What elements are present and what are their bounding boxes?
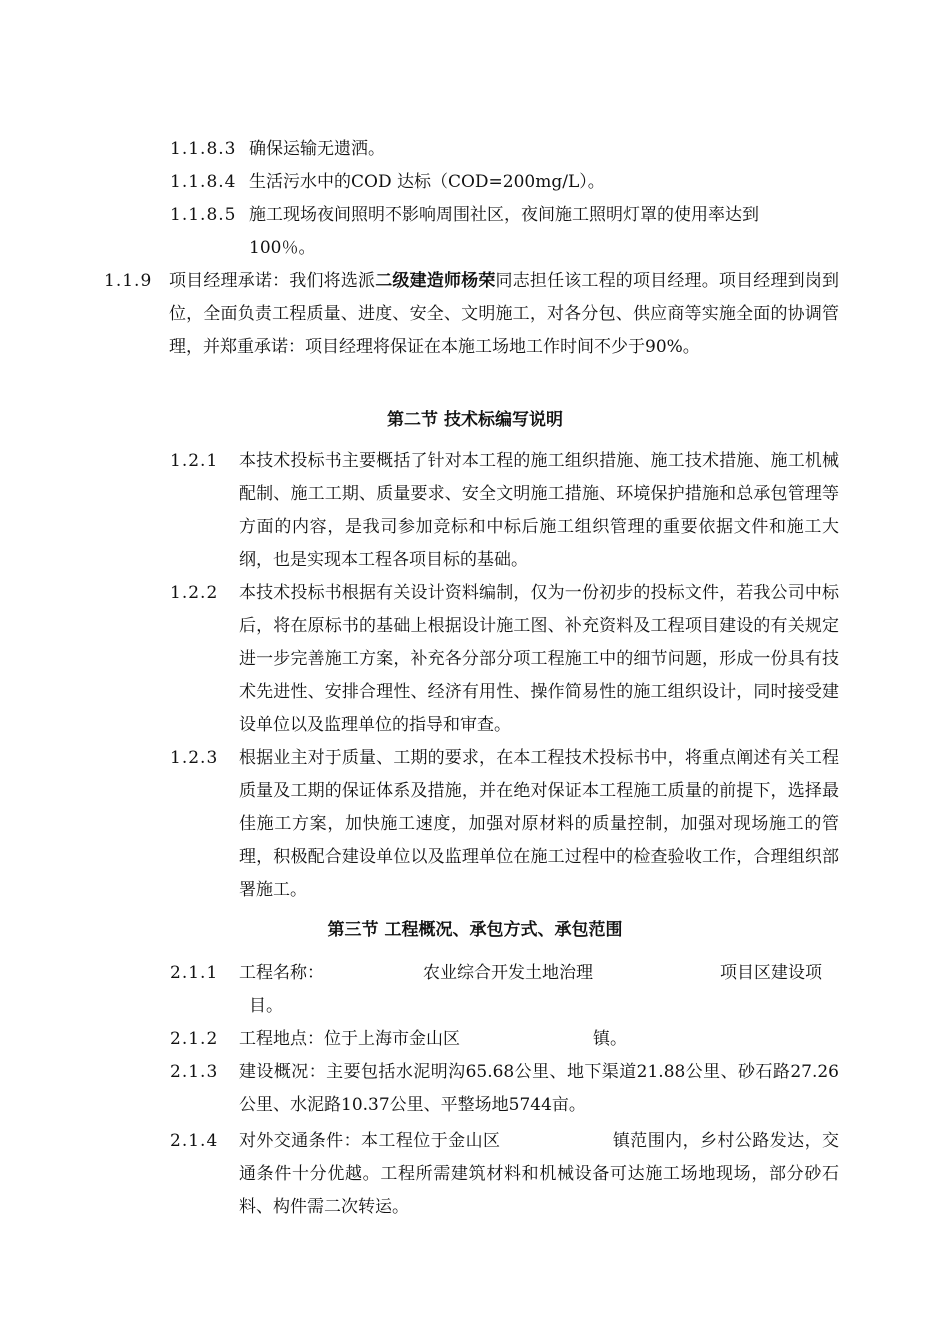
project-name-suffix: 项目区建设项 — [720, 963, 822, 983]
clause-number: 1.1.8.4 — [170, 172, 237, 192]
clause-1-2-2 — [170, 577, 840, 742]
clause-text: 建设概况：主要包括水泥明沟65.68公里、地下渠道21.88公里、砂石路27.26公里、水泥路10.37公里、平整场地5744亩。 — [239, 1062, 839, 1115]
clause-2-1-1 — [170, 957, 840, 1023]
clause-number: 2.1.2 — [170, 1029, 219, 1049]
section-heading-3: 第三节 工程概况、承包方式、承包范围 — [327, 920, 623, 940]
clause-2-1-3 — [170, 1056, 840, 1122]
clause-text: 确保运输无遗洒。 — [249, 139, 385, 159]
manager-name-emphasis: 二级建造师杨荣 — [375, 271, 496, 291]
clause-number: 2.1.4 — [170, 1131, 219, 1151]
clause-number: 1.1.8.3 — [170, 139, 237, 159]
clause-text: 本技术投标书主要概括了针对本工程的施工组织措施、施工技术措施、施工机械配制、施工工期、质量要求、安全文明施工措施、环境保护措施和总承包管理等方面的内容，是我司参加竞标和中标后施工组织管理的重要依据文件和施工大纲，也是实现本工程各项目标的基础。 — [239, 451, 839, 570]
clause-number: 1.2.3 — [170, 748, 219, 768]
section-heading-2: 第二节 技术标编写说明 — [387, 410, 563, 430]
clause-text: 本技术投标书根据有关设计资料编制，仅为一份初步的投标文件，若我公司中标后，将在原标书的基础上根据设计施工图、补充资料及工程项目建设的有关规定进一步完善施工方案，补充各分部分项工程施工中的细节问题，形成一份具有技术先进性、安排合理性、经济有用性、操作简易性的施工组织设计，同时接受建设单位以及监理单位的指导和审查。 — [239, 583, 839, 735]
clause-number: 2.1.1 — [170, 963, 219, 983]
clause-text-continued: 100％。 — [249, 238, 316, 258]
clause-1-2-1 — [170, 445, 840, 577]
project-name-label: 工程名称： — [239, 963, 324, 983]
clause-text: 施工现场夜间照明不影响周围社区，夜间施工照明灯罩的使用率达到 — [249, 205, 759, 225]
clause-number: 1.2.1 — [170, 451, 219, 471]
clause-text-continued: 目。 — [249, 996, 283, 1016]
clause-number: 1.1.8.5 — [170, 205, 237, 225]
clause-text — [169, 265, 839, 364]
clause-2-1-4 — [170, 1125, 840, 1224]
clause-1-1-8-5 — [170, 199, 840, 265]
clause-1-2-3 — [170, 742, 840, 907]
clause-number: 1.2.2 — [170, 583, 219, 603]
clause-number: 2.1.3 — [170, 1062, 219, 1082]
clause-text-part: 项目经理承诺：我们将选派 — [169, 271, 376, 291]
clause-text-part: 镇范围内，乡村公路发达，交通条件十分优越。工程所需建筑材料和机械设备可达施工场地现场，部分砂石料、构件需二次转运。 — [239, 1131, 840, 1217]
project-name-value: 农业综合开发土地治理 — [423, 963, 593, 983]
clause-text: 生活污水中的COD 达标（COD=200mg/L）。 — [249, 172, 605, 192]
clause-text-part: 对外交通条件：本工程位于金山区 — [239, 1131, 501, 1151]
clause-text — [239, 1125, 839, 1224]
clause-text: 根据业主对于质量、工期的要求，在本工程技术投标书中，将重点阐述有关工程质量及工期的保证体系及措施，并在绝对保证本工程施工质量的前提下，选择最佳施工方案，加快施工速度，加强对原材料的质量控制，加强对现场施工的管理，积极配合建设单位以及监理单位在施工过程中的检查验收工作，合理组织部署施工。 — [239, 748, 839, 900]
clause-1-1-9 — [104, 265, 840, 397]
project-location: 工程地点：位于上海市金山区 — [239, 1029, 460, 1049]
clause-number: 1.1.9 — [104, 271, 153, 291]
project-location-suffix: 镇。 — [593, 1029, 627, 1049]
clause-text-part: 同志担任该工程的项目经理。项目经理到岗到位，全面负责工程质量、进度、安全、文明施工，对各分包、供应商等实施全面的协调管理，并郑重承诺：项目经理将保证在本施工场地工作时间不少于90%。 — [169, 271, 840, 357]
